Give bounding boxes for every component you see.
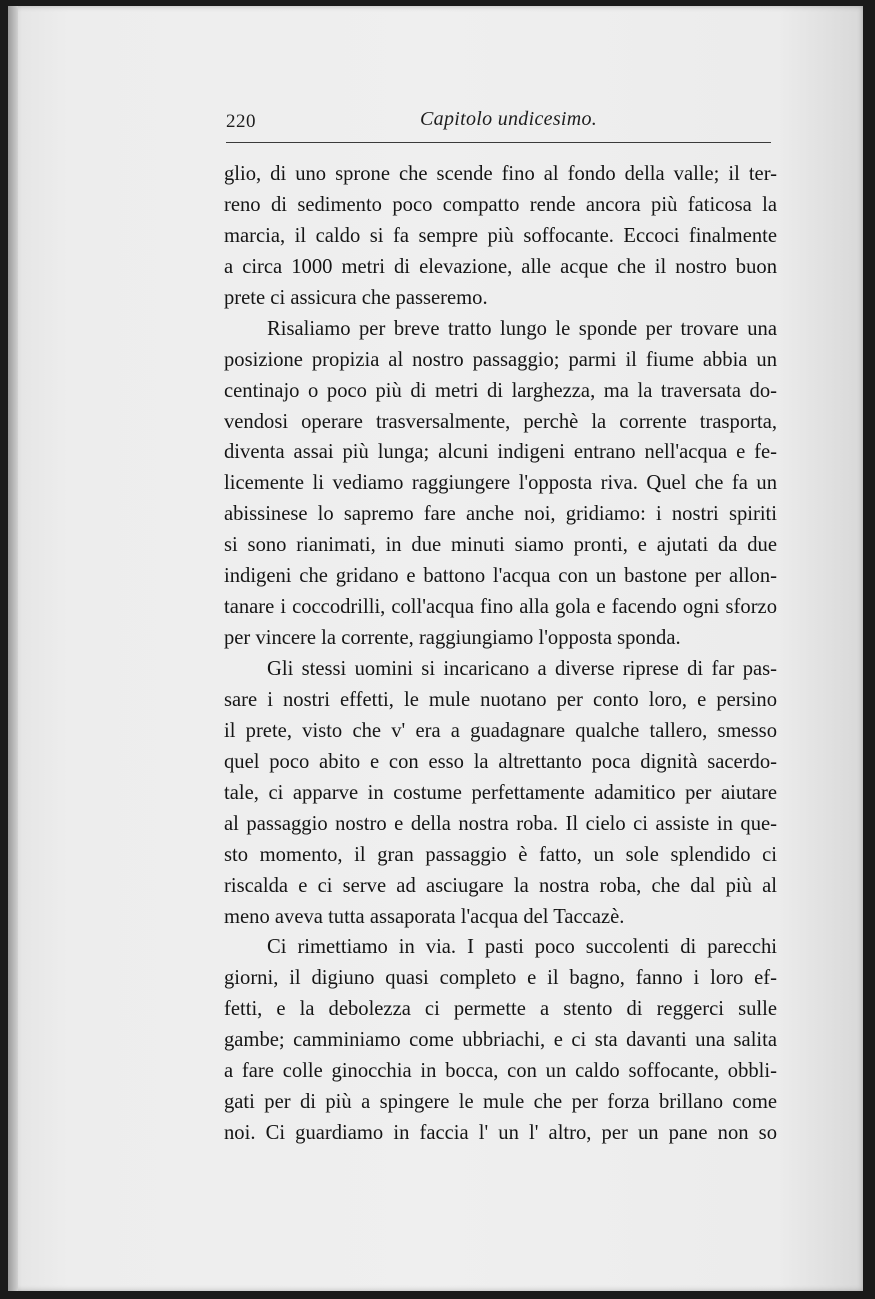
text-line: prete ci assicura che passeremo. <box>224 286 488 309</box>
text-line: reno di sedimento poco compatto rende ancora più faticosa la <box>224 193 777 216</box>
text-line: Gli stessi uomini si incaricano a diverse riprese di far pas- <box>267 658 777 680</box>
text-line: licemente li vediamo raggiungere l'opposta riva. Quel che fa un <box>224 472 777 495</box>
paragraph <box>224 159 777 314</box>
text-line: a circa 1000 metri di elevazione, alle acque che il nostro buon <box>224 255 777 278</box>
text-line: il prete, visto che v' era a guadagnare qualche tallero, smesso <box>224 719 777 742</box>
text-line: centinajo o poco più di metri di larghezza, ma la traversata do- <box>224 379 777 402</box>
text-line: Risaliamo per breve tratto lungo le sponde per trovare una <box>267 317 777 340</box>
text-line: tale, ci apparve in costume perfettamente adamitico per aiutare <box>224 781 777 804</box>
text-line: sare i nostri effetti, le mule nuotano per conto loro, e persino <box>224 688 777 711</box>
text-line: giorni, il digiuno quasi completo e il bagno, fanno i loro ef- <box>224 967 777 990</box>
body-text <box>224 159 777 1149</box>
text-line: Ci rimettiamo in via. I pasti poco succolenti di parecchi <box>267 936 777 959</box>
text-line: gati per di più a spingere le mule che per forza brillano come <box>224 1091 777 1114</box>
header-rule <box>226 142 771 143</box>
text-line: diventa assai più lunga; alcuni indigeni entrano nell'acqua e fe- <box>224 441 777 464</box>
text-line: si sono rianimati, in due minuti siamo pronti, e ajutati da due <box>224 534 777 557</box>
text-line: indigeni che gridano e battono l'acqua con un bastone per allon- <box>224 565 777 588</box>
page-edge-shadow <box>8 6 18 1291</box>
text-line: tanare i coccodrilli, coll'acqua fino alla gola e facendo ogni sforzo <box>224 596 777 619</box>
text-line: posizione propizia al nostro passaggio; parmi il fiume abbia un <box>224 348 777 371</box>
running-head <box>226 106 771 142</box>
chapter-title: Capitolo undicesimo. <box>420 108 598 130</box>
text-line: meno aveva tutta assaporata l'acqua del Taccazè. <box>224 905 625 928</box>
text-line: noi. Ci guardiamo in faccia l' un l' altro, per un pane non so <box>224 1122 777 1145</box>
page-number: 220 <box>226 111 256 132</box>
paragraph <box>224 654 777 932</box>
text-line: riscalda e ci serve ad asciugare la nostra roba, che dal più al <box>224 874 777 897</box>
paragraph <box>224 932 777 1149</box>
text-line: gambe; camminiamo come ubbriachi, e ci sta davanti una salita <box>224 1029 777 1052</box>
text-line: fetti, e la debolezza ci permette a stento di reggerci sulle <box>224 998 777 1021</box>
book-page <box>8 6 863 1291</box>
text-line: al passaggio nostro e della nostra roba. Il cielo ci assiste in que- <box>224 812 777 835</box>
text-line: abissinese lo sapremo fare anche noi, gridiamo: i nostri spiriti <box>224 503 777 526</box>
text-line: glio, di uno sprone che scende fino al fondo della valle; il ter- <box>224 163 777 185</box>
text-line: marcia, il caldo si fa sempre più soffocante. Eccoci finalmente <box>224 224 777 247</box>
text-line: sto momento, il gran passaggio è fatto, un sole splendido ci <box>224 843 777 866</box>
paragraph <box>224 314 777 654</box>
text-line: per vincere la corrente, raggiungiamo l'opposta sponda. <box>224 627 681 650</box>
text-line: vendosi operare trasversalmente, perchè la corrente trasporta, <box>224 410 777 433</box>
text-line: quel poco abito e con esso la altrettanto poca dignità sacerdo- <box>224 750 777 773</box>
text-line: a fare colle ginocchia in bocca, con un caldo soffocante, obbli- <box>224 1060 777 1083</box>
